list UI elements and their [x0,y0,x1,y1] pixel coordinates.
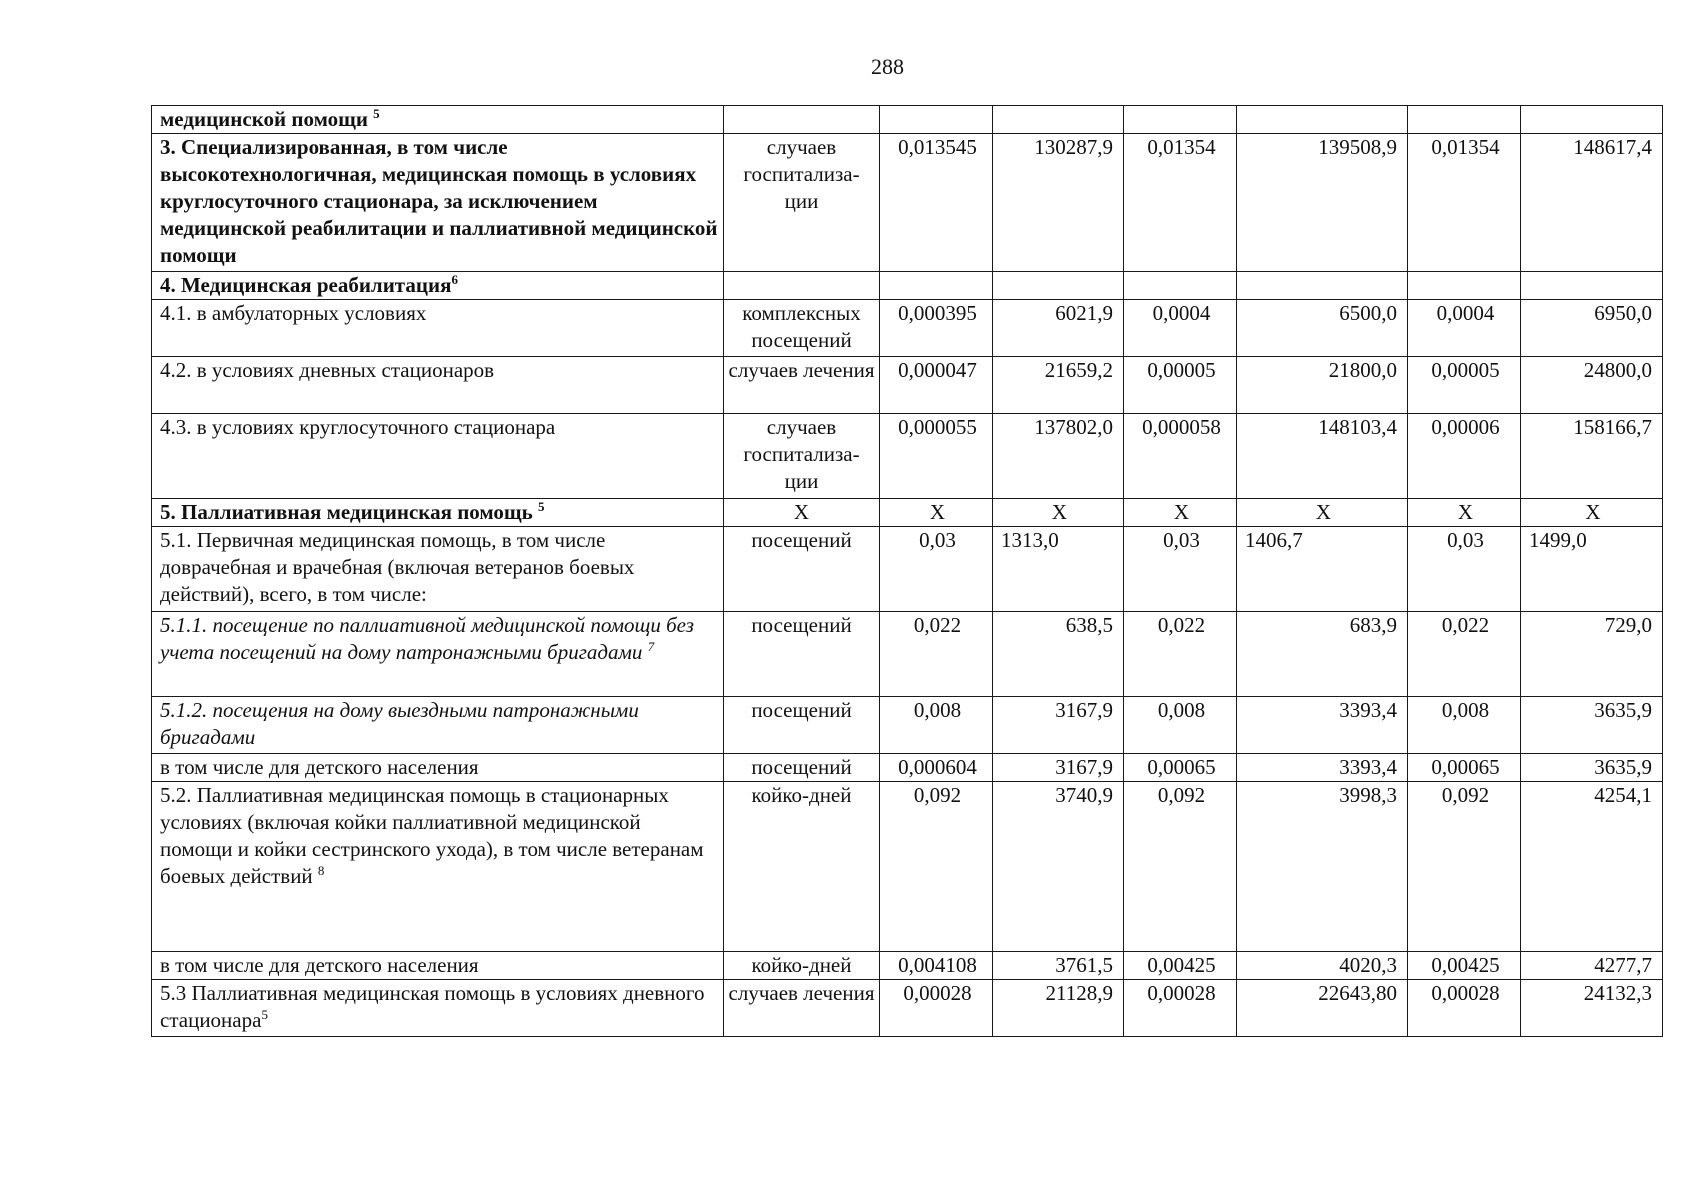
value-cell: 0,01354 [1124,134,1237,272]
value-cell: 4277,7 [1521,952,1663,980]
value-cell: 0,022 [1124,612,1237,697]
table-row [152,754,1663,782]
unit-cell: комплексных посещений [724,300,880,357]
value-cell: 0,008 [880,697,993,754]
value-cell: 6021,9 [993,300,1124,357]
row-label-cell [152,272,724,300]
value-cell [993,272,1124,300]
unit-cell: койко-дней [724,782,880,952]
table-row [152,952,1663,980]
value-cell: 0,022 [1408,612,1521,697]
footnote-ref: 5 [373,106,380,121]
row-label-cell [152,754,724,782]
value-cell: Х [1124,499,1237,527]
value-cell: 130287,9 [993,134,1124,272]
value-cell: Х [993,499,1124,527]
value-cell: 1499,0 [1521,527,1663,612]
value-cell: 0,0004 [1124,300,1237,357]
value-cell: Х [1408,499,1521,527]
value-cell: 0,00425 [1124,952,1237,980]
value-cell: 0,000058 [1124,414,1237,499]
value-cell: 24800,0 [1521,357,1663,414]
unit-cell: посещений [724,754,880,782]
value-cell: 0,03 [880,527,993,612]
row-label-cell [152,357,724,414]
data-table [151,105,1663,1037]
value-cell: Х [1521,499,1663,527]
row-label-cell [152,106,724,134]
value-cell [1237,106,1408,134]
row-label-cell [152,134,724,272]
unit-cell: посещений [724,697,880,754]
value-cell: 0,092 [1408,782,1521,952]
row-label: 4.1. в амбулаторных условиях [160,301,427,325]
value-cell: 0,092 [1124,782,1237,952]
footnote-ref: 5 [261,1007,268,1022]
value-cell: 24132,3 [1521,980,1663,1037]
value-cell: 0,00028 [1124,980,1237,1037]
row-label-cell [152,980,724,1037]
table-row [152,357,1663,414]
value-cell: 22643,80 [1237,980,1408,1037]
unit-cell: случаев лечения [724,980,880,1037]
value-cell: 0,00028 [880,980,993,1037]
value-cell: 729,0 [1521,612,1663,697]
value-cell: 0,008 [1124,697,1237,754]
table-row [152,782,1663,952]
value-cell: 3167,9 [993,697,1124,754]
value-cell: 0,000055 [880,414,993,499]
footnote-ref: 5 [538,499,545,514]
table-row [152,106,1663,134]
value-cell: 21659,2 [993,357,1124,414]
value-cell [1124,272,1237,300]
value-cell: 3740,9 [993,782,1124,952]
row-label: 5.1.1. посещение по паллиативной медицинской помощи без учета посещений на дому патронажными бригадами [160,613,694,664]
value-cell: 0,00065 [1408,754,1521,782]
row-label-cell [152,697,724,754]
unit-cell: посещений [724,612,880,697]
table-row [152,499,1663,527]
value-cell: 3998,3 [1237,782,1408,952]
unit-cell [724,106,880,134]
value-cell: 3393,4 [1237,754,1408,782]
value-cell: 0,00006 [1408,414,1521,499]
value-cell [880,272,993,300]
value-cell: 3761,5 [993,952,1124,980]
unit-cell: случаев лечения [724,357,880,414]
unit-cell: Х [724,499,880,527]
value-cell: 0,03 [1408,527,1521,612]
value-cell: 3167,9 [993,754,1124,782]
table-row [152,612,1663,697]
value-cell [880,106,993,134]
row-label: в том числе для детского населения [160,953,479,977]
unit-cell: случаев госпитализа-ции [724,134,880,272]
value-cell: 0,01354 [1408,134,1521,272]
value-cell: 0,004108 [880,952,993,980]
row-label: 5.2. Паллиативная медицинская помощь в стационарных условиях (включая койки паллиативной медицинской помощи и койки сестринского ухода), в том числе ветеранам боевых действий [160,783,704,888]
unit-cell: посещений [724,527,880,612]
value-cell: 1313,0 [993,527,1124,612]
table-row [152,697,1663,754]
value-cell: 4254,1 [1521,782,1663,952]
value-cell [993,106,1124,134]
value-cell: 683,9 [1237,612,1408,697]
footnote-ref: 6 [451,272,458,287]
table-row [152,134,1663,272]
value-cell: 3635,9 [1521,754,1663,782]
value-cell: 0,00065 [1124,754,1237,782]
row-label: 4.2. в условиях дневных стационаров [160,358,495,382]
value-cell: 148617,4 [1521,134,1663,272]
value-cell [1521,106,1663,134]
footnote-ref: 8 [317,863,325,878]
row-label-cell [152,499,724,527]
value-cell: 0,00425 [1408,952,1521,980]
value-cell: 3635,9 [1521,697,1663,754]
table-row [152,272,1663,300]
row-label: 5. Паллиативная медицинская помощь [160,500,538,524]
row-label: медицинской помощи [160,107,374,131]
value-cell: 21128,9 [993,980,1124,1037]
table-row [152,414,1663,499]
value-cell: 148103,4 [1237,414,1408,499]
row-label-cell [152,300,724,357]
value-cell: 4020,3 [1237,952,1408,980]
table-row [152,527,1663,612]
table-body [152,106,1663,1037]
table-row [152,980,1663,1037]
value-cell: 139508,9 [1237,134,1408,272]
value-cell: 0,008 [1408,697,1521,754]
row-label: 5.3 Паллиативная медицинская помощь в условиях дневного стационара [160,981,705,1032]
value-cell: Х [880,499,993,527]
value-cell: 0,013545 [880,134,993,272]
value-cell [1408,106,1521,134]
row-label: 5.1.2. посещения на дому выездными патронажными бригадами [160,698,639,749]
footnote-ref: 7 [647,639,655,654]
value-cell [1521,272,1663,300]
row-label: 5.1. Первичная медицинская помощь, в том числе доврачебная и врачебная (включая ветеранов боевых действий), всего, в том числе: [160,528,635,606]
value-cell: 0,0004 [1408,300,1521,357]
row-label: в том числе для детского населения [160,755,479,779]
unit-cell: койко-дней [724,952,880,980]
value-cell: 0,092 [880,782,993,952]
value-cell: Х [1237,499,1408,527]
value-cell: 0,000395 [880,300,993,357]
value-cell: 0,03 [1124,527,1237,612]
value-cell: 137802,0 [993,414,1124,499]
row-label: 4. Медицинская реабилитация [160,273,452,297]
table-row [152,300,1663,357]
value-cell: 6950,0 [1521,300,1663,357]
row-label-cell [152,612,724,697]
unit-cell: случаев госпитализа-ции [724,414,880,499]
value-cell: 638,5 [993,612,1124,697]
row-label-cell [152,952,724,980]
value-cell: 0,000047 [880,357,993,414]
value-cell: 1406,7 [1237,527,1408,612]
row-label-cell [152,782,724,952]
value-cell: 0,00028 [1408,980,1521,1037]
unit-cell [724,272,880,300]
row-label-cell [152,527,724,612]
row-label: 4.3. в условиях круглосуточного стационара [160,415,556,439]
value-cell: 0,00005 [1408,357,1521,414]
value-cell: 3393,4 [1237,697,1408,754]
row-label-cell [152,414,724,499]
value-cell: 0,022 [880,612,993,697]
value-cell: 6500,0 [1237,300,1408,357]
value-cell: 0,00005 [1124,357,1237,414]
value-cell [1124,106,1237,134]
value-cell [1408,272,1521,300]
value-cell: 0,000604 [880,754,993,782]
value-cell: 158166,7 [1521,414,1663,499]
value-cell [1237,272,1408,300]
page-number: 288 [871,54,904,79]
row-label: 3. Специализированная, в том числе высокотехнологичная, медицинская помощь в условиях круглосуточного стационара, за исключением медицинской реабилитации и паллиативной медицинской помощи [160,135,718,267]
value-cell: 21800,0 [1237,357,1408,414]
